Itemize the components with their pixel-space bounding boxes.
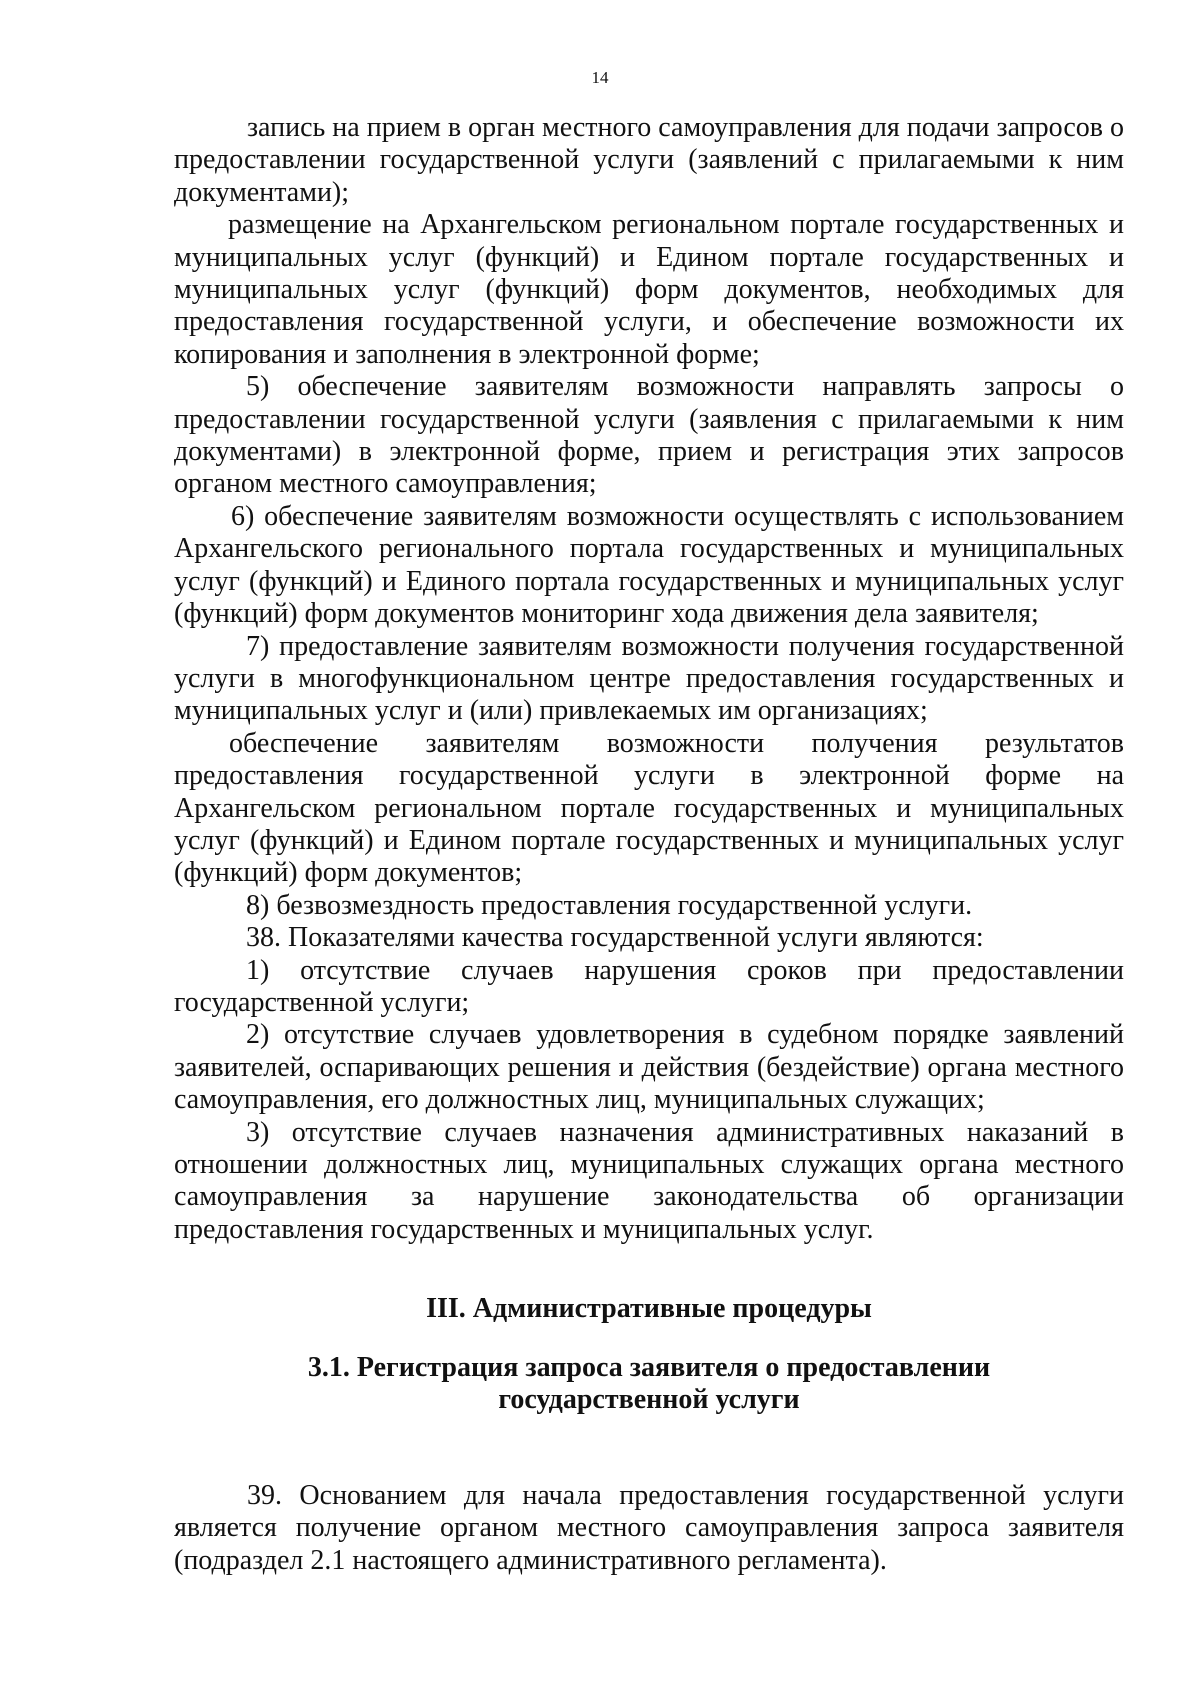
page-number: 14 bbox=[591, 68, 609, 87]
paragraph-item-8: 8) безвозмездность предоставления государственной услуги. bbox=[246, 889, 973, 921]
subsection-heading bbox=[174, 1352, 1124, 1416]
paragraph-item-6: 6) обеспечение заявителям возможности осуществлять с использованием Архангельского регионального портала государственных и муниципальных услуг (функций) и Единого портала государственных и муниципальных услуг (функций) форм документов мониторинг хода движения дела заявителя; bbox=[174, 500, 1124, 630]
paragraph-item-7: 7) предоставление заявителям возможности получения государственной услуги в многофункциональном центре предоставления государственных и муниципальных услуг и (или) привлекаемых им организациях; bbox=[174, 630, 1124, 727]
subsection-heading-line-1: 3.1. Регистрация запроса заявителя о предоставлении bbox=[307, 1352, 991, 1383]
paragraph-item-5: 5) обеспечение заявителям возможности направлять запросы о предоставлении государственной услуги (заявления с прилагаемыми к ним документами) в электронной форме, прием и регистрация этих запросов органом местного самоуправления; bbox=[174, 371, 1124, 500]
paragraph-appointment: запись на прием в орган местного самоуправления для подачи запросов о предоставлении государственной услуги (заявлений с прилагаемыми к ним документами); bbox=[174, 112, 1124, 208]
paragraph-quality-2: 2) отсутствие случаев удовлетворения в судебном порядке заявлений заявителей, оспаривающих решения и действия (бездействие) органа местного самоуправления, его должностных лиц, муниципальных служащих; bbox=[174, 1019, 1124, 1116]
body-text bbox=[174, 112, 1124, 1246]
paragraph-39: 39. Основанием для начала предоставления государственной услуги является получение органом местного самоуправления запроса заявителя (подраздел 2.1 настоящего административного регламента). bbox=[174, 1480, 1124, 1576]
paragraph-quality-3: 3) отсутствие случаев назначения административных наказаний в отношении должностных лиц, муниципальных служащих органа местного самоуправления за нарушение законодательства об организации предоставления государственных и муниципальных услуг. bbox=[174, 1116, 1124, 1245]
paragraph-portal-forms: размещение на Архангельском региональном портале государственных и муниципальных услуг (функций) и Едином портале государственных и муниципальных услуг (функций) форм документов, необходимых для предоставления государственной услуги, и обеспечение возможности их копирования и заполнения в электронной форме; bbox=[174, 209, 1124, 370]
paragraph-38: 38. Показателями качества государственной услуги являются: bbox=[246, 922, 984, 954]
paragraph-quality-1: 1) отсутствие случаев нарушения сроков при предоставлении государственной услуги; bbox=[174, 954, 1124, 1018]
paragraph-results-electronic: обеспечение заявителям возможности получения результатов предоставления государственной услуги в электронной форме на Архангельском региональном портале государственных и муниципальных услуг (функций) и Едином портале государственных и муниципальных услуг (функций) форм документов; bbox=[174, 727, 1124, 889]
section-heading: III. Административные процедуры bbox=[426, 1293, 872, 1324]
subsection-heading-line-2: государственной услуги bbox=[498, 1384, 800, 1415]
